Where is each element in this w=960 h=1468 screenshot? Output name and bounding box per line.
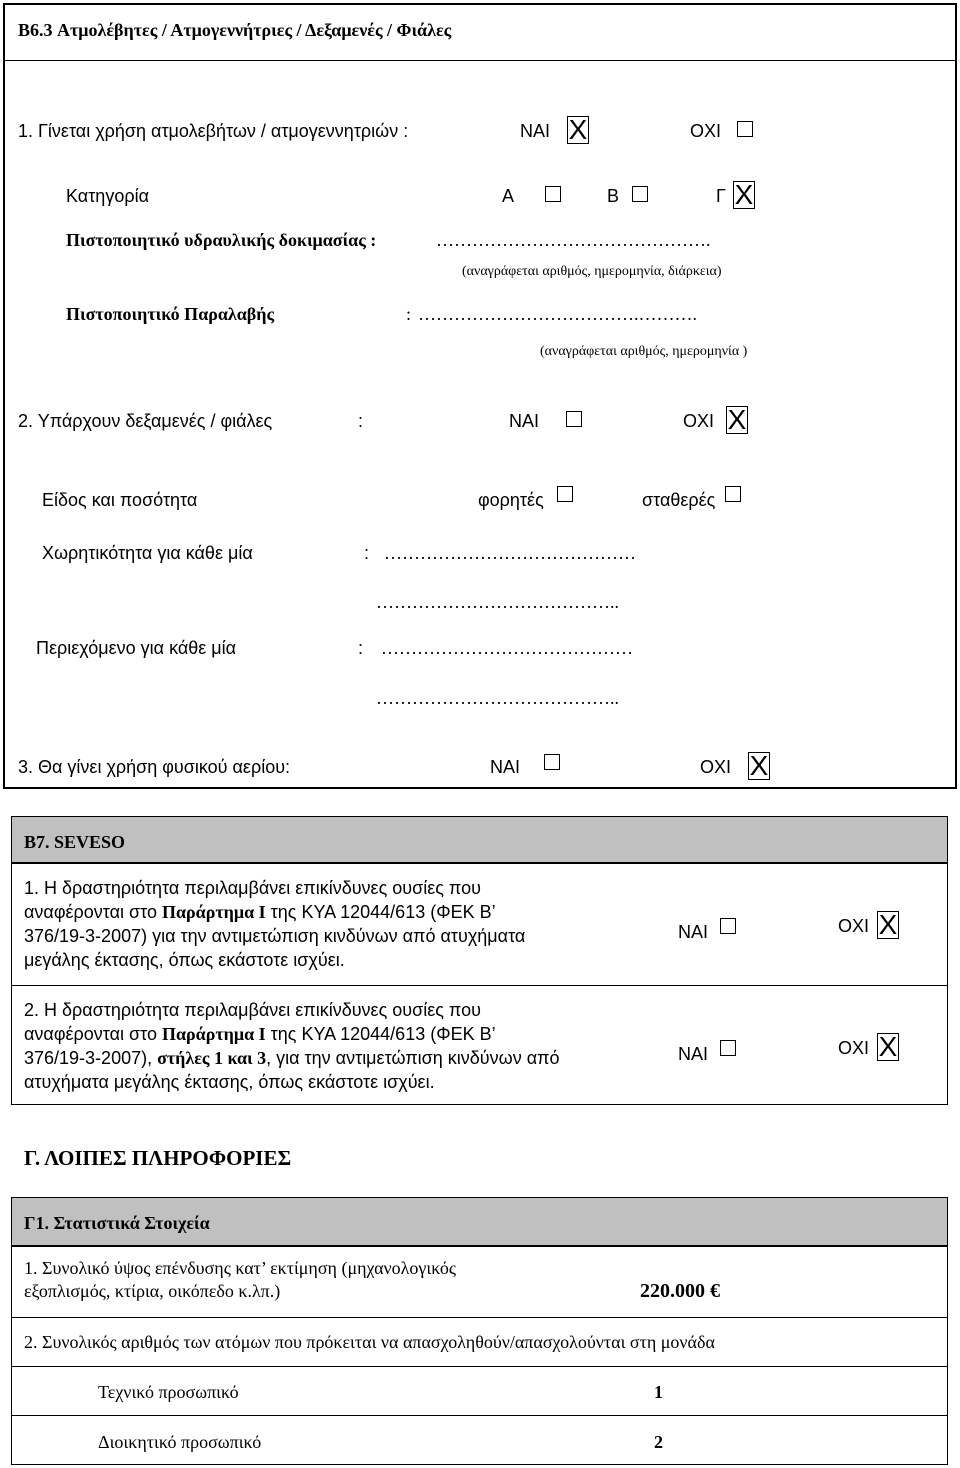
capacity-colon: : [364, 543, 370, 563]
seveso-q1-no-checkbox[interactable]: X [878, 909, 898, 940]
hydraulic-dots[interactable]: ………………………………………. [436, 230, 711, 250]
staff-row-technical-label: Τεχνικό προσωπικό [98, 1382, 239, 1402]
seveso-q1-no-label: ΟΧΙ [838, 916, 870, 936]
hydraulic-note: (αναγράφεται αριθμός, ημερομηνία, διάρκεια) [462, 264, 722, 279]
capacity-dots-1[interactable]: …………………………………… [384, 543, 636, 563]
receipt-note: (αναγράφεται αριθμός, ημερομηνία ) [540, 344, 748, 359]
g1-divider-1 [11, 1317, 948, 1318]
q2-yes-label: ΝΑΙ [509, 411, 540, 431]
hydraulic-label: Πιστοποιητικό υδραυλικής δοκιμασίας : [66, 230, 377, 250]
q2-colon: : [358, 411, 364, 431]
category-g-checkbox[interactable]: X [734, 179, 754, 210]
q3-text: 3. Θα γίνει χρήση φυσικού αερίου: [18, 757, 291, 777]
receipt-dots[interactable]: ……………………………….………. [418, 304, 697, 324]
fixed-checkbox[interactable] [725, 486, 741, 502]
mobile-label: φορητές [478, 490, 544, 510]
seveso-divider [11, 985, 948, 986]
q3-yes-checkbox[interactable] [544, 754, 560, 770]
q1-yes-label: ΝΑΙ [520, 121, 551, 141]
seveso-q2-text: 2. Η δραστηριότητα περιλαμβάνει επικίνδυνες ουσίες που αναφέρονται στο Παράρτημα Ι της ΚΥΑ 12044/613 (ΦΕΚ Β’ 376/19-3-2007), στήλες 1 και 3, για την αντιμετώπιση κινδύνων από ατυχήματα μεγάλης έκτασης, όπως εκάστοτε ισχύει. [24, 1000, 560, 1092]
category-g-label: Γ [716, 186, 726, 206]
q1-yes-checkbox[interactable]: X [568, 114, 588, 145]
q3-no-checkbox[interactable]: X [749, 750, 769, 781]
staff-row-admin-label: Διοικητικό προσωπικό [98, 1432, 262, 1452]
g1-divider-2 [11, 1366, 948, 1367]
category-b-checkbox[interactable] [632, 186, 648, 202]
capacity-label: Χωρητικότητα για κάθε μία [42, 543, 253, 563]
mobile-checkbox[interactable] [557, 486, 573, 502]
seveso-q2-yes-checkbox[interactable] [720, 1040, 736, 1056]
q2-no-checkbox[interactable]: X [727, 404, 747, 435]
g1-title: Γ1. Στατιστικά Στοιχεία [24, 1213, 210, 1233]
category-label: Κατηγορία [66, 186, 149, 206]
q3-no-label: ΟΧΙ [700, 757, 732, 777]
fixed-label: σταθερές [642, 490, 716, 510]
b63-title-divider [3, 60, 957, 61]
investment-line-1: 1. Συνολικό ύψος επένδυσης κατ’ εκτίμηση (μηχανολογικός [24, 1258, 457, 1278]
section-g-title: Γ. ΛΟΙΠΕΣ ΠΛΗΡΟΦΟΡΙΕΣ [24, 1146, 292, 1170]
q1-no-label: ΟΧΙ [690, 121, 722, 141]
kind-label: Είδος και ποσότητα [42, 490, 198, 510]
category-b-label: Β [607, 186, 620, 206]
category-a-checkbox[interactable] [545, 186, 561, 202]
receipt-label: Πιστοποιητικό Παραλαβής [66, 304, 275, 324]
q2-text: 2. Υπάρχουν δεξαμενές / φιάλες [18, 411, 273, 431]
staff-row-technical-value: 1 [654, 1382, 663, 1402]
receipt-colon: : [406, 304, 412, 324]
seveso-q2-no-checkbox[interactable]: X [878, 1031, 898, 1062]
investment-line-2: εξοπλισμός, κτίρια, οικόπεδο κ.λπ.) [24, 1281, 281, 1301]
seveso-q1-text: 1. Η δραστηριότητα περιλαμβάνει επικίνδυνες ουσίες που αναφέρονται στο Παράρτημα Ι της ΚΥΑ 12044/613 (ΦΕΚ Β’ 376/19-3-2007) για την αντιμετώπιση κινδύνων από ατυχήματα μεγάλης έκτασης, όπως εκάστοτε ισχύει. [24, 878, 526, 970]
seveso-title: B7. SEVESO [24, 832, 126, 852]
staff-row-admin-value: 2 [654, 1432, 663, 1452]
q2-no-label: ΟΧΙ [683, 411, 715, 431]
category-a-label: Α [502, 186, 515, 206]
q1-no-checkbox[interactable] [737, 121, 753, 137]
content-dots-1[interactable]: …………………………………… [381, 638, 633, 658]
investment-value: 220.000 € [640, 1280, 720, 1302]
q1-text: 1. Γίνεται χρήση ατμολεβήτων / ατμογεννητριών : [18, 121, 409, 141]
staff-text: 2. Συνολικός αριθμός των ατόμων που πρόκειται να απασχοληθούν/απασχολούνται στη μονάδα [24, 1332, 715, 1352]
seveso-q1-yes-checkbox[interactable] [720, 918, 736, 934]
seveso-header [11, 816, 948, 864]
seveso-q1-yes-label: ΝΑΙ [678, 922, 709, 942]
b63-title: B6.3 Ατμολέβητες / Ατμογεννήτριες / Δεξαμενές / Φιάλες [18, 20, 452, 40]
content-label: Περιεχόμενο για κάθε μία [36, 638, 237, 658]
seveso-q2-yes-label: ΝΑΙ [678, 1044, 709, 1064]
capacity-dots-2[interactable]: ………………………………….. [376, 592, 619, 612]
g1-divider-3 [11, 1415, 948, 1416]
q2-yes-checkbox[interactable] [566, 411, 582, 427]
seveso-q2-no-label: ΟΧΙ [838, 1038, 870, 1058]
content-colon: : [358, 638, 364, 658]
content-dots-2[interactable]: ………………………………….. [376, 688, 619, 708]
q3-yes-label: ΝΑΙ [490, 757, 521, 777]
